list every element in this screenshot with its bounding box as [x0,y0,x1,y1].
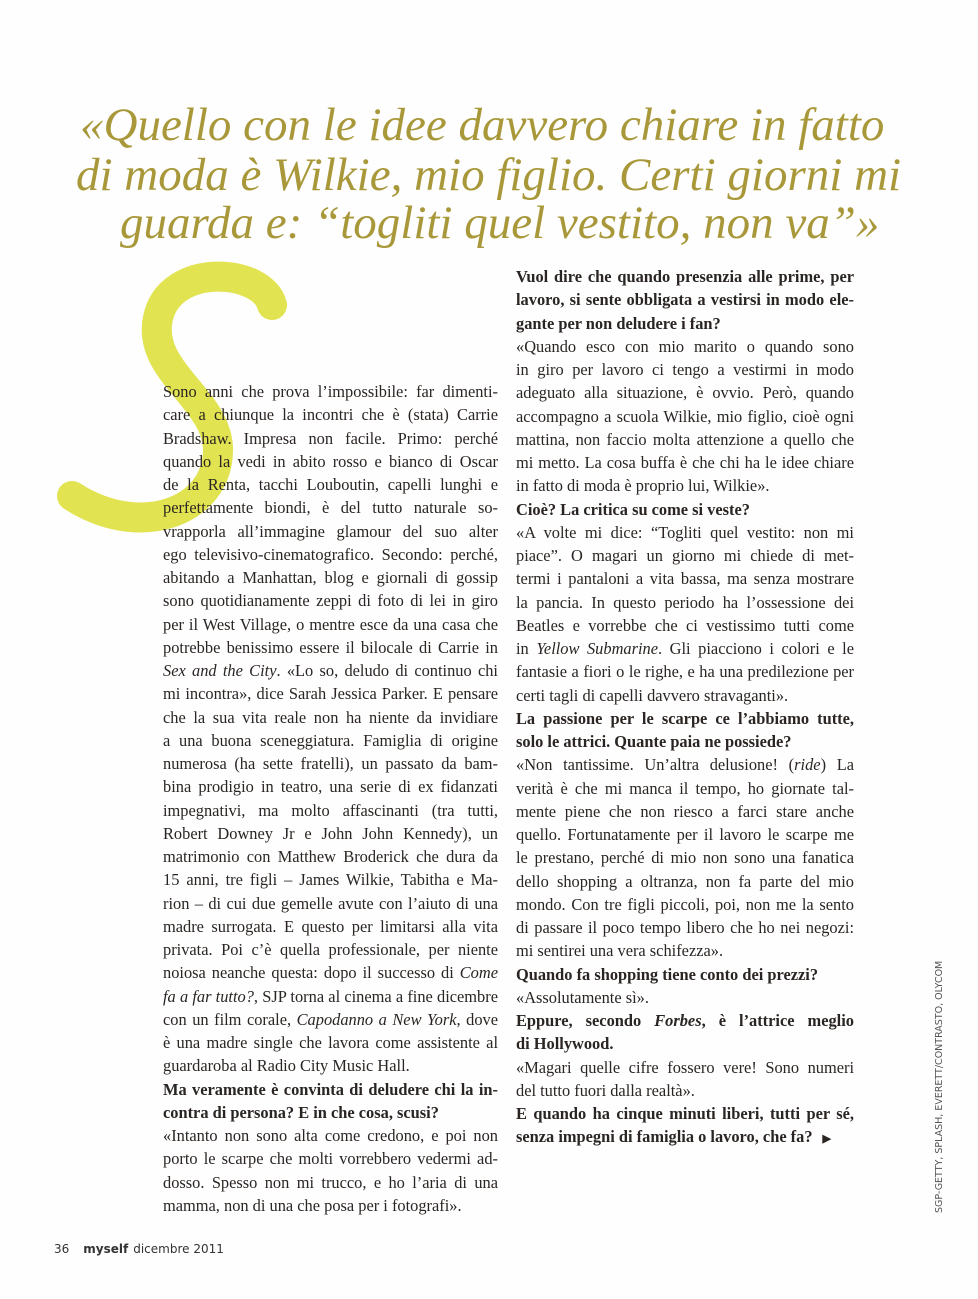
pull-quote [0,0,978,260]
text-line: «Quando esco con mio marito o quando sono [516,336,854,356]
text-line: Sex and the City. «Lo so, deludo di continuo chi [163,661,498,680]
question-line: gante per non deludere i fan? [516,313,721,333]
italic-title: Yellow Submarine [536,639,659,658]
text-line: certi tagli di capelli davvero stravaganti». [516,685,789,705]
text-line: verità è che mi manca il tempo, ho giornate tal- [516,778,854,798]
continue-arrow-icon: ▶ [822,1133,832,1146]
italic-title: fa a far tutto? [163,986,254,1006]
question-line: Vuol dire che quando presenzia alle prime, per [516,267,854,286]
question-line: lavoro, si sente obbligata a vestirsi in modo ele- [516,290,854,310]
text-line: accompagno a scuola Wilkie, mio figlio, cioè ogni [516,406,854,426]
question-line: Ma veramente è convinta di deludere chi la in- [163,1079,498,1099]
text-line: madre surrogata. E questo per limitarsi alla vita [163,916,498,936]
question-line: Quando fa shopping tiene conto dei prezzi? [516,964,819,984]
photo-credit: SGP-GETTY, SPLASH, EVERETT/CONTRASTO, OLYCOM [934,960,945,1213]
text-line: guardaroba al Radio City Music Hall. [163,1056,410,1076]
question-line: di Hollywood. [516,1034,614,1054]
text-line: mente piene che non riesco a farci stare anche [516,801,854,821]
text-line: piace”. O magari un giorno mi chiede di met- [516,546,854,565]
text-line: mattina, non faccio molta attenzione a quello che [516,429,854,449]
text-line: dello shopping a oltranza, non fa parte del mio [516,871,854,891]
text-line: adeguato alla situazione, è ovvio. Però, quando [516,383,854,403]
text-line: noiosa neanche questa: dopo il successo di Come [163,963,498,983]
page-footer [54,1242,224,1256]
text-line: mi metto. La cosa buffa è che chi ha le idee chiare [516,453,854,472]
question-line: solo le attrici. Quante paia ne possiede? [516,732,792,751]
pull-quote-line: guarda e: “togliti quel vestito, non va”» [120,197,880,249]
text-line: «Non tantissime. Un’altra delusione! (ride) La [516,755,854,775]
question-line: Eppure, secondo Forbes, è l’attrice meglio [516,1011,854,1030]
text-line: Beatles e vorrebbe che ci vestissimo tutti come [516,615,854,635]
text-line: bina prodigio in teatro, una serie di ex fidanzati [163,777,498,797]
text-line: de la Renta, tacchi Louboutin, capelli lunghi e [163,475,498,494]
text-line: che la sua vita reale non ha niente da invidiare [163,707,498,727]
text-line: in fatto di moda è proprio lui, Wilkie». [516,476,770,496]
text-line: mi sentirei una vera schifezza». [516,941,724,961]
text-line: «Intanto non sono alta come credono, e poi non [163,1126,498,1145]
magazine-name: myself [83,1242,129,1256]
text-line: in giro per lavoro ci tengo a vestirmi in modo [516,360,854,379]
text-line: impegnativi, ma molto affascinanti (tra tutti, [163,800,498,820]
pull-quote-line: «Quello con le idee davvero chiare in fatto [80,99,885,151]
text-line: le prestano, perché di mio non sono una fanatica [516,848,854,868]
text-line: «Magari quelle cifre fossero vere! Sono numeri [516,1057,854,1077]
text-line: è una madre single che lavora come assistente al [163,1033,498,1052]
page-number: 36 [54,1242,70,1256]
text-line: termi i pantaloni a vita bassa, ma senza mostrare [516,569,854,589]
text-line: Sono anni che prova l’impossibile: far dimenti- [163,382,498,401]
question-line: La passione per le scarpe ce l’abbiamo tutte, [516,708,854,728]
text-line: Bradshaw. Impresa non facile. Primo: perché [163,428,498,448]
text-line: ego televisivo-cinematografico. Secondo: perché, [163,544,498,564]
text-line: mi incontra», dice Sarah Jessica Parker. E pensare [163,684,498,704]
italic-title: Capodanno a New York [296,1009,457,1029]
text-line: la pancia. In questo periodo ha l’ossessione dei [516,592,854,612]
text-line: con un film corale, Capodanno a New York, dove [163,1009,498,1029]
text-line: fantasie a fiori o le righe, e ha una predilezione per [516,662,854,682]
text-line: del tutto fuori dalla realtà». [516,1080,695,1100]
text-line: potrebbe benissimo essere il bilocale di Carrie in [163,637,498,657]
text-line: care a chiunque la incontri che è (stata) Carrie [163,405,498,425]
question-line: contra di persona? E in che cosa, scusi? [163,1102,439,1122]
text-line: «Assolutamente sì». [516,987,649,1007]
text-line: quando la vedi in abito rosso e bianco di Oscar [163,451,498,471]
text-line: porto le scarpe che molti vorrebbero vedermi ad- [163,1149,498,1169]
text-line: mamma, non di una che posa per i fotografi». [163,1195,462,1215]
text-line: quello. Fortunatamente per il lavoro le scarpe me [516,825,854,844]
text-line: di passare il poco tempo libero che ho nei negozi: [516,918,854,937]
text-line: privata. Poi c’è quella professionale, per niente [163,940,498,959]
text-line: numerosa (ha sette fratelli), un passato da bam- [163,754,498,773]
text-line: in Yellow Submarine. Gli piacciono i colori e le [516,639,854,658]
article-column-right [516,265,854,1149]
italic-title: Forbes [654,1011,702,1030]
text-line: dosso. Spesso non mi trucco, e ho l’aria di una [163,1172,498,1192]
italic-title: Come [459,963,498,983]
text-line: a una buona sceneggiatura. Famiglia di origine [163,730,498,750]
text-line: «A volte mi dice: “Togliti quel vestito: non mi [516,522,854,542]
pull-quote-line: di moda è Wilkie, mio figlio. Certi giorni mi [76,149,902,201]
question-line: senza impegni di famiglia o lavoro, che fa? ▶ [516,1127,832,1147]
text-line: per il West Village, o mentre esce da una casa che [163,614,498,634]
text-line: matrimonio con Matthew Broderick che dura da [163,847,498,866]
issue-date: dicembre 2011 [133,1242,224,1256]
text-line: sono quotidianamente zeppi di foto di lei in giro [163,591,498,611]
text-line: perfettamente biondi, è del tutto naturale so- [163,498,498,518]
text-line: mondo. Con tre figli piccoli, poi, non me la sento [516,894,854,914]
text-line: abitando a Manhattan, blog e giornali di gossip [163,568,498,587]
text-line: vrapporla all’immagine glamour del suo alter [163,521,498,541]
italic-title: Sex and the City [163,661,277,680]
text-line: rion – di cui due gemelle avute con l’aiuto di una [163,893,498,913]
article-column-left [163,380,498,1217]
text-line: 15 anni, tre figli – James Wilkie, Tabitha e Ma- [163,870,498,890]
text-line: Robert Downey Jr e John John Kennedy), un [163,823,498,843]
text-line: fa a far tutto?, SJP torna al cinema a fine dicembre [163,986,498,1006]
italic-title: ride [794,755,821,775]
question-line: Cioè? La critica su come si veste? [516,499,750,519]
question-line: E quando ha cinque minuti liberi, tutti per sé, [516,1104,854,1123]
